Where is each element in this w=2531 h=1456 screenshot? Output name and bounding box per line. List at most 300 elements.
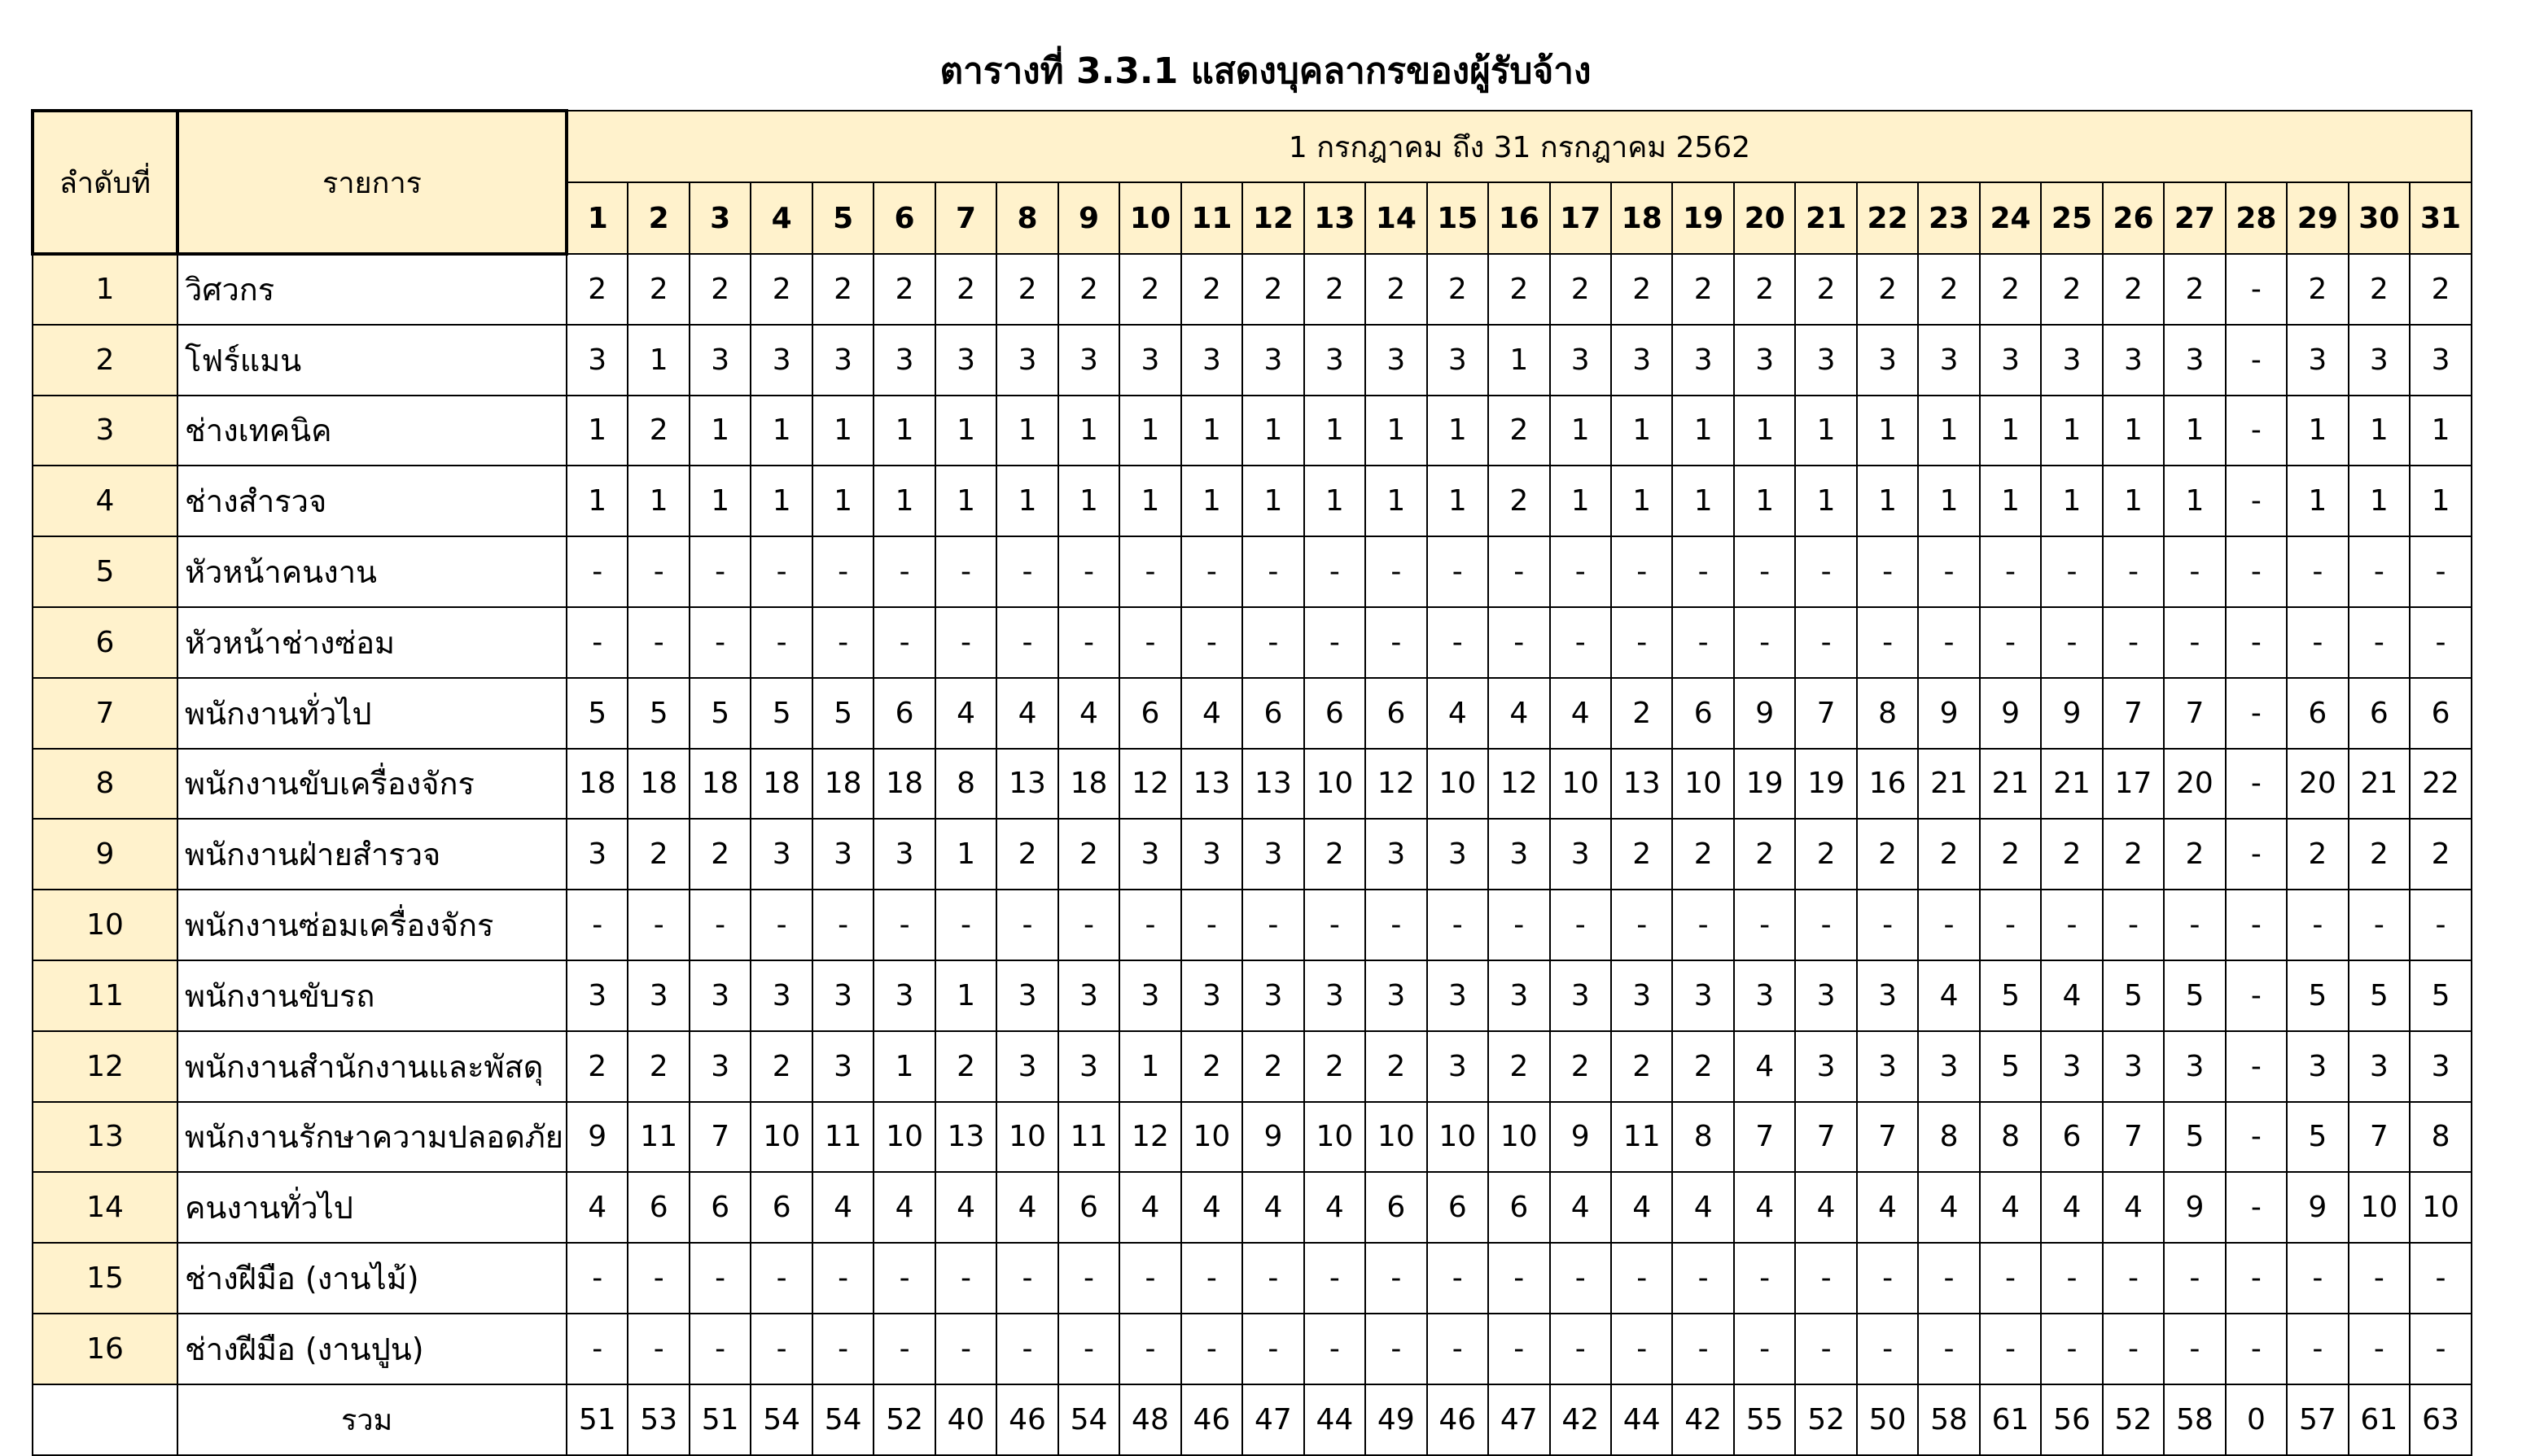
day-value: 6 — [1058, 1172, 1119, 1243]
day-value: - — [935, 1243, 996, 1314]
day-value: 6 — [751, 1172, 812, 1243]
day-value: - — [1365, 890, 1426, 960]
day-value: 1 — [1119, 1031, 1180, 1102]
day-value: 3 — [1365, 325, 1426, 396]
day-value: 11 — [1611, 1102, 1672, 1173]
day-value: 2 — [628, 254, 689, 325]
day-value: 5 — [2287, 1102, 2348, 1173]
day-value: - — [1550, 890, 1611, 960]
total-value: 42 — [1672, 1384, 1733, 1455]
table-row — [33, 819, 2472, 890]
header-day: 13 — [1304, 182, 1365, 254]
day-value: 5 — [2103, 960, 2164, 1031]
total-row — [33, 1384, 2472, 1455]
day-value: - — [1611, 536, 1672, 607]
day-value: 4 — [1119, 1172, 1180, 1243]
day-value: - — [2349, 1243, 2410, 1314]
day-value: 1 — [935, 960, 996, 1031]
day-value: 9 — [2287, 1172, 2348, 1243]
day-value: 6 — [1672, 678, 1733, 749]
day-value: 2 — [1857, 254, 1918, 325]
day-value: 21 — [1980, 749, 2041, 820]
total-value: 46 — [1181, 1384, 1242, 1455]
day-value: 3 — [1550, 960, 1611, 1031]
day-value: 3 — [690, 325, 751, 396]
day-value: - — [1980, 536, 2041, 607]
row-item-name: หัวหน้าคนงาน — [177, 536, 567, 607]
day-value: 2 — [1672, 819, 1733, 890]
day-value: 13 — [1611, 749, 1672, 820]
day-value: - — [1242, 890, 1303, 960]
row-item-name: ช่างเทคนิค — [177, 396, 567, 466]
day-value: - — [751, 607, 812, 678]
day-value: 3 — [2164, 325, 2225, 396]
day-value: - — [2349, 536, 2410, 607]
day-value: 4 — [1857, 1172, 1918, 1243]
day-value: 4 — [1918, 960, 1979, 1031]
day-value: 4 — [935, 678, 996, 749]
day-value: 2 — [1181, 254, 1242, 325]
day-value: - — [996, 607, 1058, 678]
day-value: - — [1795, 1314, 1856, 1384]
day-value: - — [1795, 890, 1856, 960]
day-value: - — [874, 890, 935, 960]
header-day: 22 — [1857, 182, 1918, 254]
day-value: 2 — [1304, 1031, 1365, 1102]
header-day: 21 — [1795, 182, 1856, 254]
header-day: 23 — [1918, 182, 1979, 254]
day-value: 19 — [1795, 749, 1856, 820]
day-value: 9 — [2041, 678, 2102, 749]
day-value: 5 — [2410, 960, 2472, 1031]
day-value: 2 — [1734, 819, 1795, 890]
table-row — [33, 1314, 2472, 1384]
day-value: 4 — [1304, 1172, 1365, 1243]
day-value: - — [1304, 1243, 1365, 1314]
day-value: 3 — [1427, 325, 1488, 396]
day-value: 3 — [751, 819, 812, 890]
row-item-name: หัวหน้าช่างซ่อม — [177, 607, 567, 678]
day-value: 17 — [2103, 749, 2164, 820]
day-value: 9 — [1734, 678, 1795, 749]
day-value: - — [1365, 1314, 1426, 1384]
day-value: 2 — [628, 819, 689, 890]
day-value: 3 — [2287, 1031, 2348, 1102]
day-value: 3 — [874, 325, 935, 396]
day-value: 1 — [2041, 466, 2102, 536]
day-value: - — [1427, 607, 1488, 678]
day-value: 4 — [1181, 678, 1242, 749]
day-value: - — [935, 1314, 996, 1384]
header-day: 7 — [935, 182, 996, 254]
row-index: 2 — [33, 325, 177, 396]
day-value: 13 — [1242, 749, 1303, 820]
day-value: 2 — [628, 396, 689, 466]
day-value: 2 — [1795, 819, 1856, 890]
day-value: 1 — [1427, 466, 1488, 536]
day-value: 7 — [2103, 678, 2164, 749]
day-value: - — [690, 1243, 751, 1314]
header-day: 6 — [874, 182, 935, 254]
header-day: 25 — [2041, 182, 2102, 254]
day-value: - — [2226, 749, 2287, 820]
day-value: 1 — [567, 466, 628, 536]
day-value: 6 — [1304, 678, 1365, 749]
day-value: 3 — [1611, 960, 1672, 1031]
day-value: - — [812, 607, 874, 678]
day-value: 2 — [1058, 819, 1119, 890]
total-value: 51 — [567, 1384, 628, 1455]
day-value: 3 — [2103, 325, 2164, 396]
day-value: 2 — [2410, 254, 2472, 325]
total-value: 48 — [1119, 1384, 1180, 1455]
day-value: - — [1857, 890, 1918, 960]
row-item-name: โฟร์แมน — [177, 325, 567, 396]
table-row — [33, 1243, 2472, 1314]
day-value: 1 — [935, 819, 996, 890]
header-day: 31 — [2410, 182, 2472, 254]
row-item-name: พนักงานสำนักงานและพัสดุ — [177, 1031, 567, 1102]
day-value: - — [1918, 1243, 1979, 1314]
day-value: - — [1181, 1243, 1242, 1314]
day-value: 3 — [1857, 960, 1918, 1031]
day-value: - — [751, 1314, 812, 1384]
day-value: - — [874, 1314, 935, 1384]
day-value: 5 — [1980, 1031, 2041, 1102]
day-value: 1 — [690, 466, 751, 536]
row-index: 8 — [33, 749, 177, 820]
day-value: - — [1550, 607, 1611, 678]
day-value: 1 — [812, 466, 874, 536]
day-value: 2 — [567, 254, 628, 325]
day-value: - — [812, 1314, 874, 1384]
day-value: 1 — [1181, 396, 1242, 466]
day-value: 3 — [996, 1031, 1058, 1102]
day-value: - — [2041, 607, 2102, 678]
day-value: 4 — [1058, 678, 1119, 749]
day-value: 3 — [1550, 819, 1611, 890]
header-day: 15 — [1427, 182, 1488, 254]
day-value: 1 — [1857, 466, 1918, 536]
day-value: 4 — [1550, 678, 1611, 749]
total-value: 49 — [1365, 1384, 1426, 1455]
row-index: 7 — [33, 678, 177, 749]
header-day: 27 — [2164, 182, 2225, 254]
day-value: 10 — [1365, 1102, 1426, 1173]
day-value: 2 — [1304, 819, 1365, 890]
day-value: 8 — [1672, 1102, 1733, 1173]
day-value: 5 — [1980, 960, 2041, 1031]
header-day: 29 — [2287, 182, 2348, 254]
day-value: 2 — [1119, 254, 1180, 325]
header-day: 11 — [1181, 182, 1242, 254]
day-value: 18 — [751, 749, 812, 820]
total-value: 0 — [2226, 1384, 2287, 1455]
day-value: - — [812, 890, 874, 960]
day-value: 1 — [2164, 466, 2225, 536]
day-value: 2 — [874, 254, 935, 325]
day-value: 1 — [2349, 396, 2410, 466]
header-day: 3 — [690, 182, 751, 254]
day-value: 2 — [628, 1031, 689, 1102]
day-value: - — [2103, 536, 2164, 607]
day-value: 3 — [1058, 960, 1119, 1031]
day-value: 2 — [1304, 254, 1365, 325]
day-value: 1 — [1304, 396, 1365, 466]
total-value: 61 — [1980, 1384, 2041, 1455]
header-day: 18 — [1611, 182, 1672, 254]
day-value: 1 — [1427, 396, 1488, 466]
day-value: 2 — [935, 254, 996, 325]
day-value: 3 — [1119, 960, 1180, 1031]
day-value: - — [996, 1243, 1058, 1314]
day-value: - — [1304, 607, 1365, 678]
day-value: - — [1488, 607, 1549, 678]
total-value: 52 — [2103, 1384, 2164, 1455]
day-value: 3 — [812, 325, 874, 396]
day-value: 4 — [1181, 1172, 1242, 1243]
day-value: 1 — [2103, 466, 2164, 536]
day-value: 2 — [1427, 254, 1488, 325]
header-day: 2 — [628, 182, 689, 254]
day-value: - — [1672, 1314, 1733, 1384]
day-value: 3 — [751, 325, 812, 396]
day-value: 18 — [1058, 749, 1119, 820]
day-value: 1 — [1734, 396, 1795, 466]
day-value: 3 — [1672, 960, 1733, 1031]
day-value: 1 — [1242, 466, 1303, 536]
header-day: 4 — [751, 182, 812, 254]
day-value: 4 — [1550, 1172, 1611, 1243]
day-value: - — [1672, 890, 1733, 960]
day-value: 2 — [812, 254, 874, 325]
day-value: - — [1611, 1243, 1672, 1314]
table-row — [33, 607, 2472, 678]
row-item-name: พนักงานรักษาความปลอดภัย — [177, 1102, 567, 1173]
day-value: - — [1918, 536, 1979, 607]
day-value: - — [2287, 1243, 2348, 1314]
day-value: 1 — [812, 396, 874, 466]
day-value: - — [1980, 607, 2041, 678]
table-row — [33, 678, 2472, 749]
day-value: 7 — [1795, 1102, 1856, 1173]
day-value: 2 — [1611, 819, 1672, 890]
day-value: - — [1058, 536, 1119, 607]
total-value: 52 — [1795, 1384, 1856, 1455]
row-index: 4 — [33, 466, 177, 536]
day-value: 12 — [1365, 749, 1426, 820]
row-item-name: วิศวกร — [177, 254, 567, 325]
day-value: - — [1734, 890, 1795, 960]
day-value: 1 — [1672, 396, 1733, 466]
day-value: - — [874, 1243, 935, 1314]
day-value: - — [1734, 1243, 1795, 1314]
day-value: - — [1980, 890, 2041, 960]
header-day: 5 — [812, 182, 874, 254]
day-value: 2 — [2164, 254, 2225, 325]
day-value: - — [2226, 607, 2287, 678]
day-value: 3 — [1181, 819, 1242, 890]
day-value: 4 — [874, 1172, 935, 1243]
total-value: 47 — [1242, 1384, 1303, 1455]
day-value: - — [2226, 960, 2287, 1031]
day-value: - — [2226, 396, 2287, 466]
day-value: 1 — [1058, 466, 1119, 536]
day-value: - — [2226, 254, 2287, 325]
day-value: 8 — [2410, 1102, 2472, 1173]
day-value: 1 — [1795, 396, 1856, 466]
day-value: - — [567, 536, 628, 607]
day-value: 3 — [567, 819, 628, 890]
table-row — [33, 396, 2472, 466]
day-value: 1 — [2041, 396, 2102, 466]
day-value: 2 — [1488, 254, 1549, 325]
day-value: - — [1857, 1243, 1918, 1314]
total-value: 40 — [935, 1384, 996, 1455]
day-value: 4 — [996, 1172, 1058, 1243]
day-value: 3 — [1181, 325, 1242, 396]
day-value: 3 — [1795, 1031, 1856, 1102]
header-day: 20 — [1734, 182, 1795, 254]
table-row — [33, 1102, 2472, 1173]
day-value: 3 — [2349, 325, 2410, 396]
day-value: 1 — [2349, 466, 2410, 536]
day-value: 2 — [690, 254, 751, 325]
day-value: - — [1304, 890, 1365, 960]
day-value: 2 — [1550, 1031, 1611, 1102]
day-value: 2 — [1918, 819, 1979, 890]
day-value: 11 — [1058, 1102, 1119, 1173]
total-value: 56 — [2041, 1384, 2102, 1455]
day-value: - — [1672, 1243, 1733, 1314]
day-value: 1 — [1181, 466, 1242, 536]
day-value: 6 — [874, 678, 935, 749]
day-value: 1 — [874, 466, 935, 536]
day-value: - — [874, 536, 935, 607]
day-value: - — [628, 607, 689, 678]
day-value: 1 — [2287, 396, 2348, 466]
day-value: - — [996, 890, 1058, 960]
day-value: 10 — [1672, 749, 1733, 820]
day-value: - — [2410, 1314, 2472, 1384]
row-index: 9 — [33, 819, 177, 890]
day-value: - — [2164, 607, 2225, 678]
day-value: 1 — [1611, 466, 1672, 536]
day-value: 3 — [1427, 1031, 1488, 1102]
day-value: 3 — [628, 960, 689, 1031]
day-value: - — [2226, 819, 2287, 890]
day-value: 3 — [1242, 960, 1303, 1031]
day-value: 3 — [2164, 1031, 2225, 1102]
total-value: 46 — [996, 1384, 1058, 1455]
day-value: 3 — [1242, 325, 1303, 396]
personnel-table — [31, 109, 2472, 1456]
day-value: 5 — [812, 678, 874, 749]
day-value: - — [1488, 536, 1549, 607]
day-value: - — [2410, 607, 2472, 678]
day-value: - — [2103, 890, 2164, 960]
day-value: 10 — [1488, 1102, 1549, 1173]
day-value: - — [812, 1243, 874, 1314]
day-value: - — [1734, 536, 1795, 607]
day-value: 3 — [1918, 325, 1979, 396]
row-index: 3 — [33, 396, 177, 466]
day-value: 3 — [567, 325, 628, 396]
day-value: - — [1734, 1314, 1795, 1384]
day-value: - — [1119, 1243, 1180, 1314]
day-value: 2 — [567, 1031, 628, 1102]
header-index: ลำดับที่ — [33, 111, 177, 254]
row-index: 1 — [33, 254, 177, 325]
day-value: 6 — [2410, 678, 2472, 749]
day-value: - — [2410, 1243, 2472, 1314]
row-item-name: พนักงานขับรถ — [177, 960, 567, 1031]
total-index-blank — [33, 1384, 177, 1455]
day-value: 3 — [1550, 325, 1611, 396]
total-value: 52 — [874, 1384, 935, 1455]
row-index: 10 — [33, 890, 177, 960]
day-value: 7 — [1795, 678, 1856, 749]
day-value: 5 — [2164, 960, 2225, 1031]
row-item-name: คนงานทั่วไป — [177, 1172, 567, 1243]
day-value: 2 — [2103, 254, 2164, 325]
day-value: 4 — [935, 1172, 996, 1243]
header-period: 1 กรกฎาคม ถึง 31 กรกฎาคม 2562 — [567, 111, 2472, 182]
header-day: 26 — [2103, 182, 2164, 254]
day-value: 2 — [2164, 819, 2225, 890]
header-item: รายการ — [177, 111, 567, 254]
day-value: - — [1427, 1243, 1488, 1314]
day-value: - — [2041, 1314, 2102, 1384]
day-value: - — [1365, 536, 1426, 607]
day-value: - — [1857, 607, 1918, 678]
day-value: 3 — [874, 819, 935, 890]
total-label: รวม — [177, 1384, 567, 1455]
row-item-name: พนักงานขับเครื่องจักร — [177, 749, 567, 820]
day-value: 4 — [1488, 678, 1549, 749]
day-value: 4 — [2041, 960, 2102, 1031]
day-value: 3 — [874, 960, 935, 1031]
day-value: 6 — [1365, 678, 1426, 749]
day-value: - — [2410, 536, 2472, 607]
day-value: - — [1611, 1314, 1672, 1384]
day-value: 3 — [996, 325, 1058, 396]
day-value: 4 — [812, 1172, 874, 1243]
day-value: 1 — [1980, 396, 2041, 466]
day-value: 2 — [1365, 1031, 1426, 1102]
day-value: 3 — [2041, 325, 2102, 396]
day-value: 2 — [1488, 396, 1549, 466]
day-value: 2 — [2041, 254, 2102, 325]
row-item-name: พนักงานซ่อมเครื่องจักร — [177, 890, 567, 960]
day-value: - — [1550, 1314, 1611, 1384]
day-value: - — [1181, 890, 1242, 960]
day-value: 2 — [1611, 1031, 1672, 1102]
day-value: - — [1242, 1314, 1303, 1384]
day-value: 22 — [2410, 749, 2472, 820]
day-value: 2 — [1611, 678, 1672, 749]
day-value: 3 — [935, 325, 996, 396]
day-value: 1 — [1365, 466, 1426, 536]
day-value: 2 — [1550, 254, 1611, 325]
day-value: - — [1550, 536, 1611, 607]
day-value: 3 — [1181, 960, 1242, 1031]
day-value: - — [751, 890, 812, 960]
day-value: 1 — [2287, 466, 2348, 536]
day-value: 3 — [2287, 325, 2348, 396]
day-value: - — [1672, 607, 1733, 678]
day-value: - — [567, 890, 628, 960]
